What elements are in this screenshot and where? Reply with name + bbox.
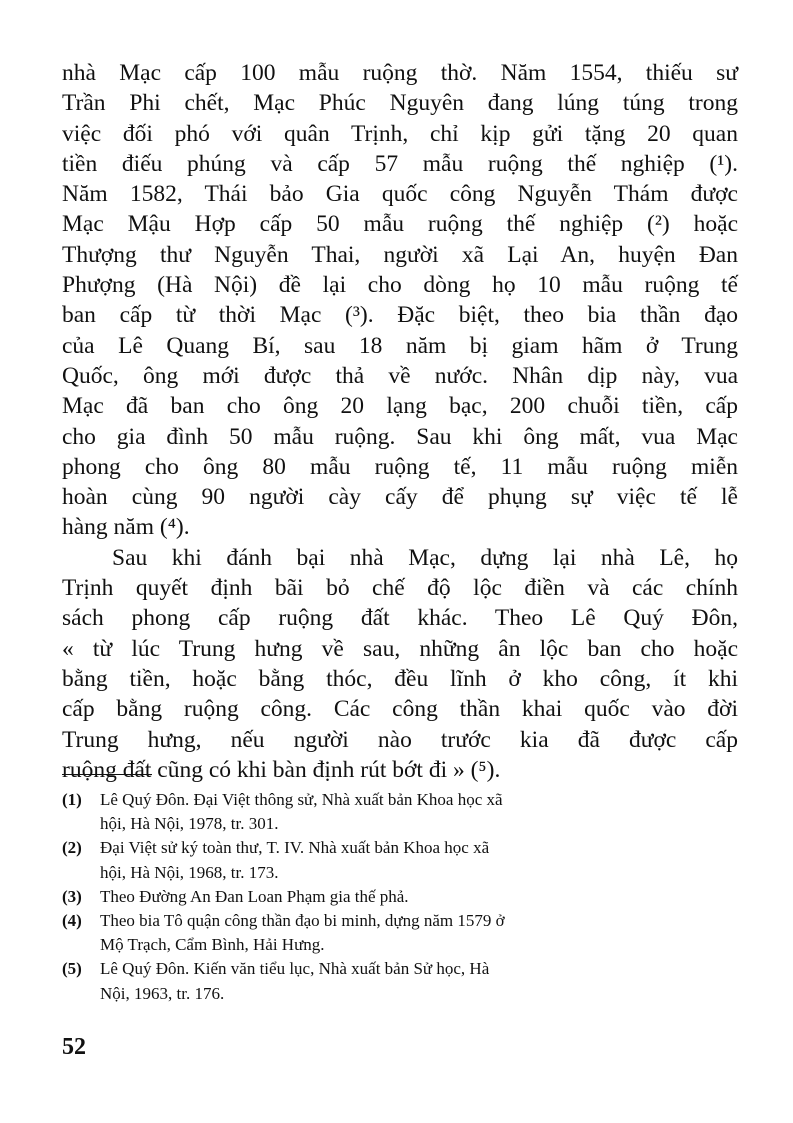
- footnote: [62, 836, 738, 884]
- text-line: phong cho ông 80 mẫu ruộng tế, 11 mẫu ruộng miễn: [62, 453, 738, 480]
- footnote-line: Lê Quý Đôn. Kiến văn tiểu lục, Nhà xuất bản Sử học, Hà: [100, 959, 490, 979]
- footnote-line: Lê Quý Đôn. Đại Việt thông sử, Nhà xuất bản Khoa học xã: [100, 790, 503, 809]
- footnote: [62, 909, 738, 957]
- footnote-line: hội, Hà Nội, 1968, tr. 173.: [100, 862, 279, 882]
- text-line: sách phong cấp ruộng đất khác. Theo Lê Quý Đôn,: [62, 605, 738, 632]
- footnote-line: hội, Hà Nội, 1978, tr. 301.: [100, 814, 279, 834]
- text-line: Năm 1582, Thái bảo Gia quốc công Nguyễn Thám được: [62, 181, 738, 208]
- footnote: [62, 885, 738, 909]
- footnote-line: Mộ Trạch, Cẩm Bình, Hải Hưng.: [100, 935, 325, 955]
- footnote-number: (5): [62, 959, 82, 979]
- text-line: cấp bằng ruộng công. Các công thần khai quốc vào đời: [62, 696, 738, 723]
- footnote-line: Nội, 1963, tr. 176.: [100, 983, 225, 1003]
- footnotes: [62, 788, 738, 1006]
- text-line: việc đối phó với quân Trịnh, chỉ kịp gửi tặng 20 quan: [62, 120, 738, 147]
- text-line: hàng năm (⁴).: [62, 514, 190, 541]
- footnote-number: (1): [62, 790, 82, 809]
- paragraph-start-line: Sau khi đánh bại nhà Mạc, dựng lại nhà Lê, họ: [112, 544, 738, 571]
- text-line: Thượng thư Nguyễn Thai, người xã Lại An, huyện Đan: [62, 241, 738, 268]
- footnote-number: (4): [62, 911, 82, 931]
- page-number: 52: [62, 1034, 86, 1060]
- footnote-line: Theo Đường An Đan Loan Phạm gia thế phả.: [100, 886, 409, 906]
- footnote-number: (3): [62, 886, 82, 906]
- text-line: hoàn cùng 90 người cày cấy để phụng sự việc tế lễ: [62, 484, 738, 511]
- text-line: Mạc Mậu Hợp cấp 50 mẫu ruộng thế nghiệp (²) hoặc: [62, 211, 738, 238]
- footnote-divider: [62, 774, 152, 775]
- text-line: tiền điếu phúng và cấp 57 mẫu ruộng thế nghiệp (¹).: [62, 150, 738, 177]
- text-line: Trần Phi chết, Mạc Phúc Nguyên đang lúng túng trong: [62, 90, 738, 117]
- text-line: nhà Mạc cấp 100 mẫu ruộng thờ. Năm 1554, thiếu sư: [62, 60, 738, 86]
- text-line: Trịnh quyết định bãi bỏ chế độ lộc điền và các chính: [62, 575, 738, 602]
- footnote-line: Đại Việt sử ký toàn thư, T. IV. Nhà xuất bản Khoa học xã: [100, 838, 490, 858]
- footnote-number: (2): [62, 838, 82, 858]
- text-line: ban cấp từ thời Mạc (³). Đặc biệt, theo bia thần đạo: [62, 302, 738, 329]
- text-line: cho gia đình 50 mẫu ruộng. Sau khi ông mất, vua Mạc: [62, 423, 738, 450]
- text-line: Phượng (Hà Nội) đề lại cho dòng họ 10 mẫu ruộng tế: [62, 272, 738, 299]
- text-line: bằng tiền, hoặc bằng thóc, đều lĩnh ở kho công, ít khi: [62, 665, 738, 692]
- text-line: của Lê Quang Bí, sau 18 năm bị giam hãm ở Trung: [62, 332, 738, 359]
- footnote: [62, 788, 738, 836]
- text-line: « từ lúc Trung hưng về sau, những ân lộc ban cho hoặc: [62, 635, 738, 662]
- footnote: [62, 957, 738, 1005]
- text-line: ruộng đất cũng có khi bàn định rút bớt đi » (⁵).: [62, 756, 501, 783]
- footnote-line: Theo bia Tô quận công thần đạo bi minh, dựng năm 1579 ở: [100, 911, 505, 931]
- text-line: Trung hưng, nếu người nào trước kia đã được cấp: [62, 726, 738, 753]
- text-line: Quốc, ông mới được thả về nước. Nhân dịp này, vua: [62, 362, 738, 389]
- body-text: [62, 58, 738, 785]
- text-line: Mạc đã ban cho ông 20 lạng bạc, 200 chuỗi tiền, cấp: [62, 393, 738, 420]
